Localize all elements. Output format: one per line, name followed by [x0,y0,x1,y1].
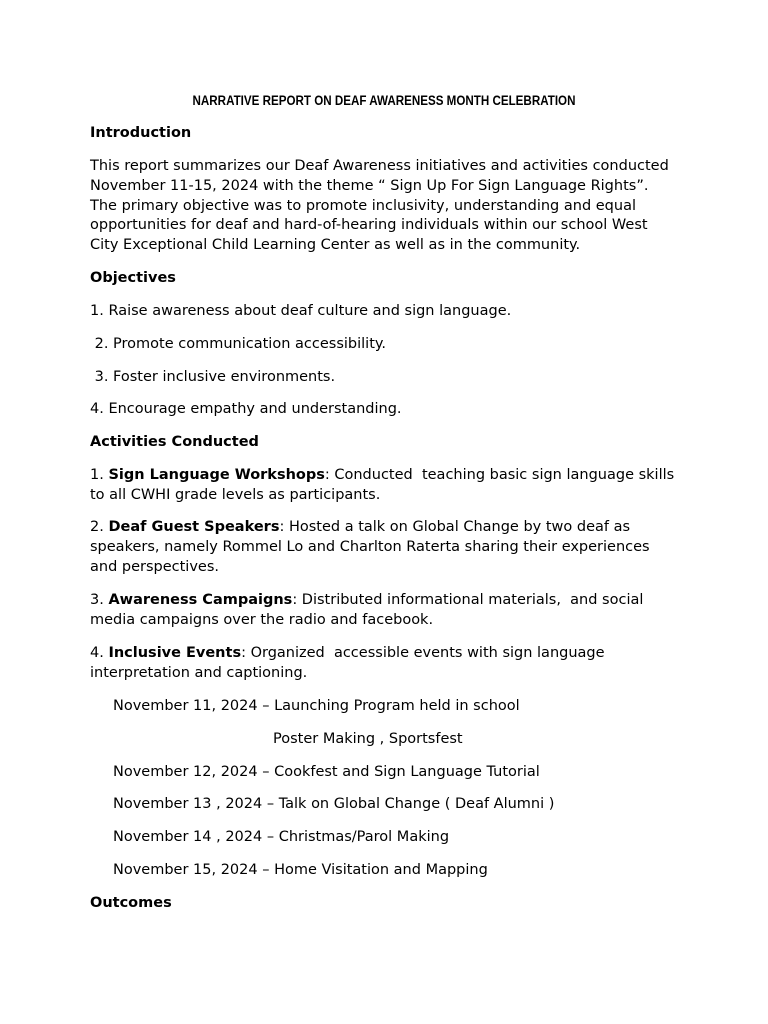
activity-number: 3. [90,592,109,608]
objective-item: 1. Raise awareness about deaf culture and sign language. [90,303,512,319]
schedule-entry: Poster Making , Sportsfest [273,731,463,747]
activity-line: interpretation and captioning. [90,664,308,681]
outcomes-heading: Outcomes [90,895,172,911]
activity-line [90,591,690,611]
introduction-line: The primary objective was to promote inclusivity, understanding and equal [90,197,636,214]
activity-item [90,466,690,506]
introduction-line: City Exceptional Child Learning Center as well as in the community. [90,237,581,254]
introduction-paragraph [90,157,690,256]
activity-line [90,644,690,664]
activity-line: speakers, namely Rommel Lo and Charlton Raterta sharing their experiences [90,538,650,555]
introduction-line: November 11-15, 2024 with the theme “ Sign Up For Sign Language Rights”. [90,177,649,194]
activity-item [90,518,690,577]
activity-line: media campaigns over the radio and facebook. [90,611,434,628]
introduction-line: opportunities for deaf and hard-of-hearing individuals within our school West [90,217,648,234]
report-title: NARRATIVE REPORT ON DEAF AWARENESS MONTH CELEBRATION [192,93,576,108]
activity-number: 1. [90,467,109,483]
objective-item: 4. Encourage empathy and understanding. [90,401,402,417]
activity-item [90,644,690,684]
introduction-line: This report summarizes our Deaf Awareness initiatives and activities conducted [90,158,669,174]
activity-line: and perspectives. [90,558,220,575]
schedule-entry: November 15, 2024 – Home Visitation and Mapping [113,862,488,878]
activity-label: Sign Language Workshops [108,467,325,483]
activity-item [90,591,690,631]
activity-label: Inclusive Events [108,645,242,661]
activity-description: : Distributed informational materials, and social [292,592,644,608]
schedule-entry: November 11, 2024 – Launching Program held in school [113,698,520,714]
activity-line [90,466,690,486]
schedule-entry: November 13 , 2024 – Talk on Global Change ( Deaf Alumni ) [113,796,555,812]
activity-line: to all CWHI grade levels as participants. [90,486,381,503]
schedule-entry: November 14 , 2024 – Christmas/Parol Making [113,829,450,845]
activity-label: Awareness Campaigns [108,592,293,608]
introduction-heading: Introduction [90,125,192,141]
activity-line [90,518,690,538]
activity-description: : Conducted teaching basic sign language skills [324,467,675,483]
objectives-heading: Objectives [90,270,176,286]
activity-description: : Organized accessible events with sign language [241,645,605,661]
schedule-entry: November 12, 2024 – Cookfest and Sign Language Tutorial [113,764,540,780]
activity-number: 2. [90,519,109,535]
activity-description: : Hosted a talk on Global Change by two deaf as [279,519,631,535]
activity-number: 4. [90,645,109,661]
objective-item: 3. Foster inclusive environments. [90,369,336,385]
activities-heading: Activities Conducted [90,434,259,450]
activity-label: Deaf Guest Speakers [108,519,280,535]
objective-item: 2. Promote communication accessibility. [90,336,386,352]
